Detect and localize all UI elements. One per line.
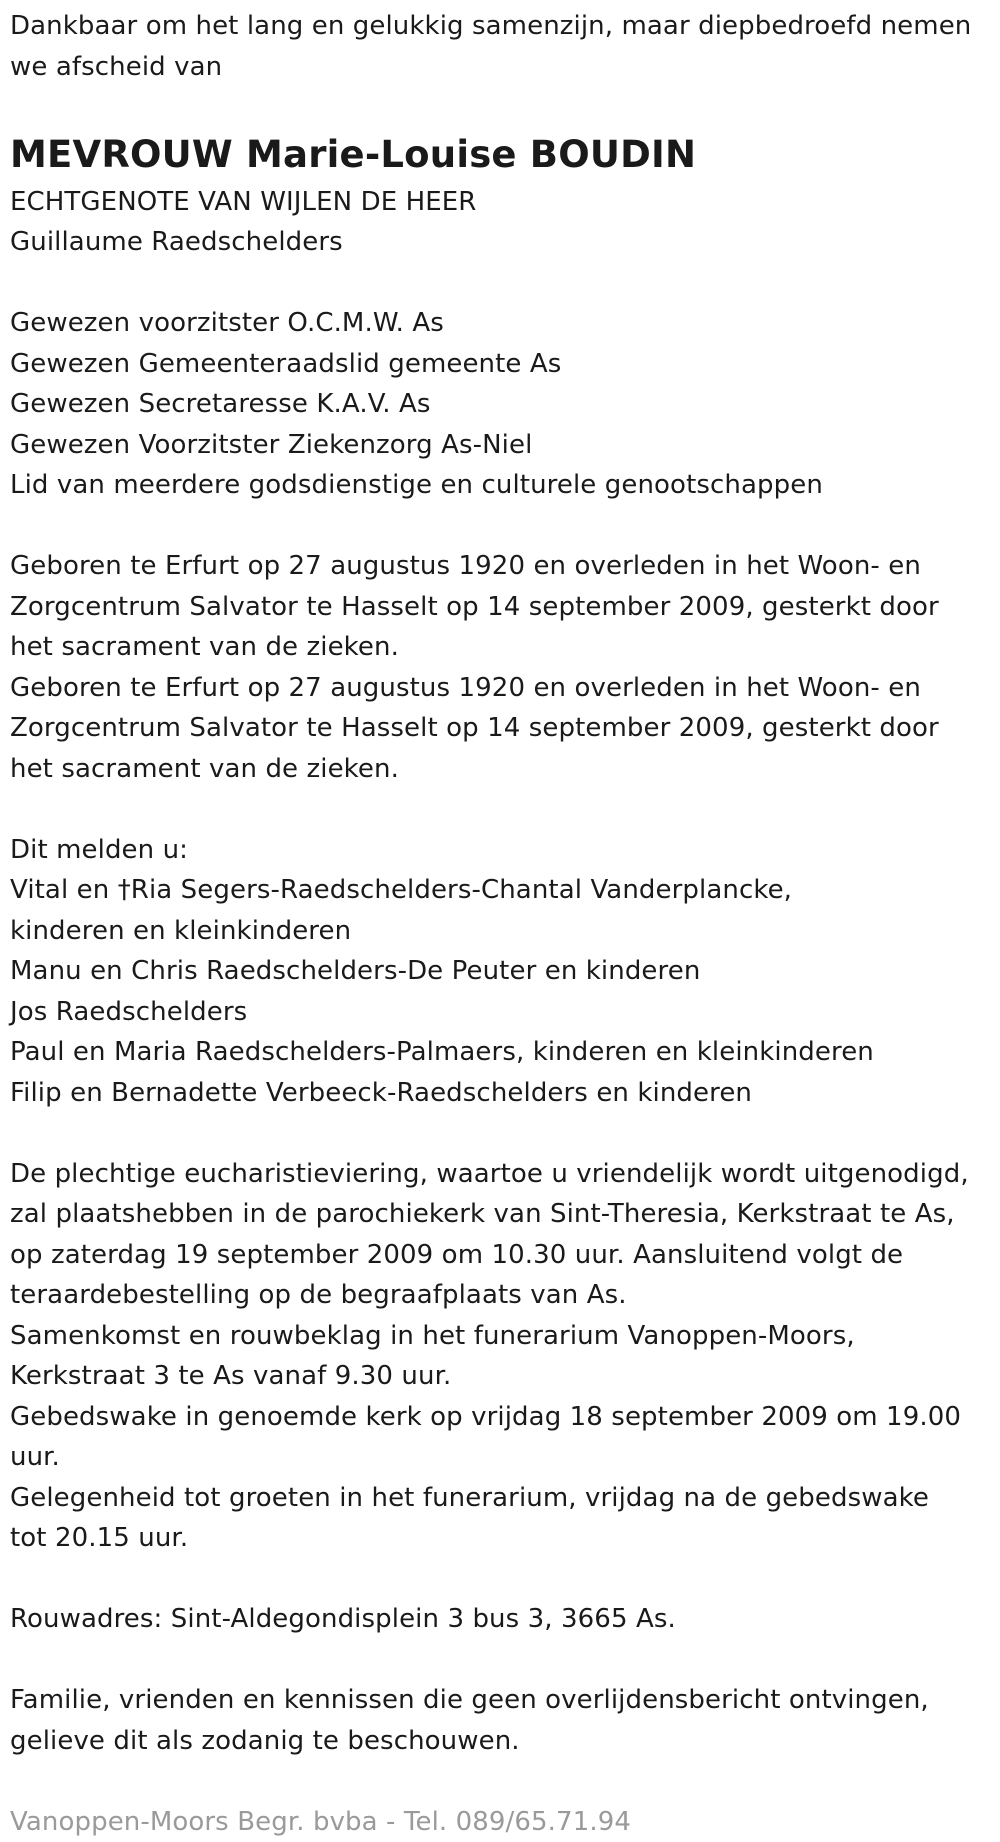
spacer bbox=[10, 1559, 1000, 1600]
ceremony-line: Samenkomst en rouwbeklag in het funerarium Vanoppen-Moors, bbox=[10, 1316, 1000, 1357]
notice-paragraph bbox=[10, 1680, 1000, 1761]
notice-line: Familie, vrienden en kennissen die geen overlijdensbericht ontvingen, bbox=[10, 1680, 1000, 1721]
role-item: Gewezen Secretaresse K.A.V. As bbox=[10, 384, 1000, 425]
ceremony-line: Kerkstraat 3 te As vanaf 9.30 uur. bbox=[10, 1356, 1000, 1397]
family-member: kinderen en kleinkinderen bbox=[10, 911, 1000, 952]
spacer bbox=[10, 87, 1000, 128]
birth-death-line: het sacrament van de zieken. bbox=[10, 749, 1000, 790]
spacer bbox=[10, 1113, 1000, 1154]
role-item: Gewezen voorzitster O.C.M.W. As bbox=[10, 303, 1000, 344]
birth-death-line: Geboren te Erfurt op 27 augustus 1920 en overleden in het Woon- en bbox=[10, 668, 1000, 709]
family-member: Jos Raedschelders bbox=[10, 992, 1000, 1033]
ceremony-line: zal plaatshebben in de parochiekerk van Sint-Theresia, Kerkstraat te As, bbox=[10, 1194, 1000, 1235]
family-member: Paul en Maria Raedschelders-Palmaers, kinderen en kleinkinderen bbox=[10, 1032, 1000, 1073]
intro-text bbox=[10, 6, 1000, 87]
ceremony-paragraph bbox=[10, 1154, 1000, 1559]
mourning-address: Rouwadres: Sint-Aldegondisplein 3 bus 3, 3665 As. bbox=[10, 1599, 1000, 1640]
intro-line: Dankbaar om het lang en gelukkig samenzijn, maar diepbedroefd nemen bbox=[10, 6, 1000, 47]
intro-line: we afscheid van bbox=[10, 47, 1000, 88]
spacer bbox=[10, 1640, 1000, 1681]
spacer bbox=[10, 789, 1000, 830]
family-member: Vital en †Ria Segers-Raedschelders-Chantal Vanderplancke, bbox=[10, 870, 1000, 911]
birth-death-line: Geboren te Erfurt op 27 augustus 1920 en overleden in het Woon- en bbox=[10, 546, 1000, 587]
ceremony-line: op zaterdag 19 september 2009 om 10.30 uur. Aansluitend volgt de bbox=[10, 1235, 1000, 1276]
ceremony-line: tot 20.15 uur. bbox=[10, 1518, 1000, 1559]
spouse-name: Guillaume Raedschelders bbox=[10, 222, 1000, 263]
family-member: Filip en Bernadette Verbeeck-Raedschelders en kinderen bbox=[10, 1073, 1000, 1114]
spacer bbox=[10, 263, 1000, 304]
birth-death-line: Zorgcentrum Salvator te Hasselt op 14 september 2009, gesterkt door bbox=[10, 587, 1000, 628]
family-list bbox=[10, 830, 1000, 1114]
family-member: Manu en Chris Raedschelders-De Peuter en kinderen bbox=[10, 951, 1000, 992]
ceremony-line: uur. bbox=[10, 1437, 1000, 1478]
ceremony-line: De plechtige eucharistieviering, waartoe u vriendelijk wordt uitgenodigd, bbox=[10, 1154, 1000, 1195]
deceased-block bbox=[10, 128, 1000, 263]
birth-death-paragraph bbox=[10, 546, 1000, 789]
spacer bbox=[10, 1761, 1000, 1802]
birth-death-line: Zorgcentrum Salvator te Hasselt op 14 september 2009, gesterkt door bbox=[10, 708, 1000, 749]
birth-death-line: het sacrament van de zieken. bbox=[10, 627, 1000, 668]
role-item: Gewezen Voorzitster Ziekenzorg As-Niel bbox=[10, 425, 1000, 466]
ceremony-line: teraardebestelling op de begraafplaats van As. bbox=[10, 1275, 1000, 1316]
ceremony-line: Gelegenheid tot groeten in het funerarium, vrijdag na de gebedswake bbox=[10, 1478, 1000, 1519]
role-item: Gewezen Gemeenteraadslid gemeente As bbox=[10, 344, 1000, 385]
family-heading: Dit melden u: bbox=[10, 830, 1000, 871]
role-item: Lid van meerdere godsdienstige en culturele genootschappen bbox=[10, 465, 1000, 506]
spouse-line: ECHTGENOTE VAN WIJLEN DE HEER bbox=[10, 182, 1000, 223]
spacer bbox=[10, 506, 1000, 547]
deceased-name: MEVROUW Marie-Louise BOUDIN bbox=[10, 128, 1000, 182]
notice-line: gelieve dit als zodanig te beschouwen. bbox=[10, 1721, 1000, 1762]
undertaker-footer: Vanoppen-Moors Begr. bvba - Tel. 089/65.71.94 bbox=[10, 1802, 1000, 1842]
ceremony-line: Gebedswake in genoemde kerk op vrijdag 18 september 2009 om 19.00 bbox=[10, 1397, 1000, 1438]
roles-list bbox=[10, 303, 1000, 506]
